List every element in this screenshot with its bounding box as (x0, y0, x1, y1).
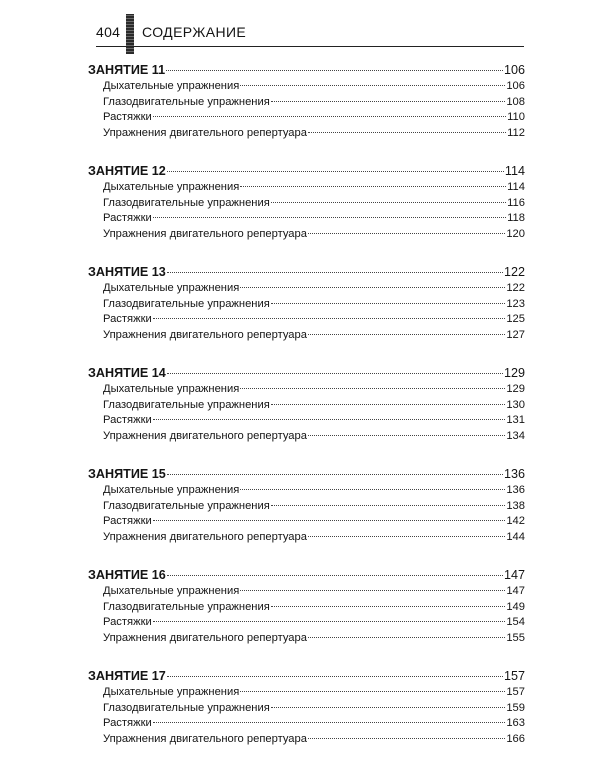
page-ref: 120 (506, 227, 525, 240)
dot-leader (153, 722, 506, 723)
dot-leader (308, 132, 506, 133)
page-ref: 147 (506, 585, 525, 597)
lesson-entry[interactable] (88, 62, 525, 79)
subentry-title: Дыхательные упражнения (103, 181, 240, 193)
page-ref: 116 (507, 196, 525, 209)
subentry-title: Глазодвигательные упражнения (103, 499, 270, 512)
page-ref: 114 (507, 181, 525, 193)
page-ref: 149 (506, 600, 525, 613)
page-ref: 163 (506, 717, 525, 729)
lesson-entry[interactable] (88, 163, 525, 180)
page-ref: 114 (504, 164, 525, 178)
page-ref: 155 (506, 631, 525, 644)
subentry-title: Дыхательные упражнения (103, 686, 240, 698)
subentry-title: Упражнения двигательного репертуара (103, 429, 307, 442)
page-ref: 108 (506, 95, 525, 108)
toc-subentry[interactable] (88, 211, 525, 227)
subentry-title: Глазодвигательные упражнения (103, 701, 270, 714)
dot-leader (308, 334, 505, 335)
page-ref: 136 (503, 467, 525, 481)
dot-leader (271, 606, 506, 607)
lesson-title: ЗАНЯТИЕ 11 (88, 63, 166, 77)
dot-leader (271, 404, 506, 405)
page-ref: 138 (506, 499, 525, 512)
lesson-entry[interactable] (88, 264, 525, 281)
dot-leader (271, 101, 506, 102)
toc-subentry[interactable] (88, 600, 525, 616)
toc-subentry[interactable] (88, 413, 525, 429)
subentry-title: Растяжки (103, 414, 152, 426)
page-ref: 159 (506, 701, 525, 714)
toc-subentry[interactable] (88, 499, 525, 515)
dot-leader (271, 505, 506, 506)
dot-leader (240, 388, 505, 389)
lesson-block (88, 567, 525, 646)
toc-subentry[interactable] (88, 126, 525, 142)
subentry-title: Упражнения двигательного репертуара (103, 328, 307, 341)
toc-subentry[interactable] (88, 685, 525, 701)
page-ref: 106 (506, 80, 525, 92)
dot-leader (167, 373, 503, 374)
lesson-title: ЗАНЯТИЕ 16 (88, 568, 166, 582)
dot-leader (308, 637, 505, 638)
subentry-title: Дыхательные упражнения (103, 484, 240, 496)
lesson-entry[interactable] (88, 365, 525, 382)
toc-subentry[interactable] (88, 732, 525, 748)
subentry-title: Дыхательные упражнения (103, 80, 240, 92)
toc-subentry[interactable] (88, 584, 525, 600)
dot-leader (308, 536, 505, 537)
page-ref: 144 (506, 530, 525, 543)
dot-leader (240, 186, 506, 187)
lesson-entry[interactable] (88, 466, 525, 483)
lesson-block (88, 668, 525, 747)
page-ref: 112 (507, 126, 525, 139)
lesson-block (88, 264, 525, 343)
page-ref: 123 (506, 297, 525, 310)
subentry-title: Растяжки (103, 616, 152, 628)
dot-leader (271, 202, 506, 203)
subentry-title: Упражнения двигательного репертуара (103, 530, 307, 543)
page-ref: 154 (506, 616, 525, 628)
lesson-title: ЗАНЯТИЕ 14 (88, 366, 166, 380)
subentry-title: Глазодвигательные упражнения (103, 95, 270, 108)
page-ref: 134 (506, 429, 525, 442)
lesson-entry[interactable] (88, 567, 525, 584)
subentry-title: Глазодвигательные упражнения (103, 398, 270, 411)
toc-subentry[interactable] (88, 180, 525, 196)
dot-leader (271, 303, 506, 304)
dot-leader (167, 474, 503, 475)
toc-subentry[interactable] (88, 514, 525, 530)
toc-subentry[interactable] (88, 615, 525, 631)
toc-subentry[interactable] (88, 631, 525, 647)
toc-subentry[interactable] (88, 429, 525, 445)
subentry-title: Дыхательные упражнения (103, 383, 240, 395)
toc-subentry[interactable] (88, 398, 525, 414)
toc-subentry[interactable] (88, 227, 525, 243)
page-ref: 106 (503, 63, 525, 77)
dot-leader (308, 738, 505, 739)
toc-subentry[interactable] (88, 196, 525, 212)
subentry-title: Растяжки (103, 313, 152, 325)
subentry-title: Глазодвигательные упражнения (103, 196, 270, 209)
dot-leader (167, 575, 503, 576)
toc-subentry[interactable] (88, 328, 525, 344)
subentry-title: Растяжки (103, 717, 152, 729)
dot-leader (308, 435, 505, 436)
page-ref: 129 (506, 383, 525, 395)
toc-subentry[interactable] (88, 79, 525, 95)
header-marker-bar (126, 14, 134, 54)
toc-subentry[interactable] (88, 312, 525, 328)
page-number: 404 (96, 24, 121, 40)
dot-leader (167, 272, 503, 273)
dot-leader (166, 70, 503, 71)
page-ref: 127 (506, 328, 525, 341)
lesson-entry[interactable] (88, 668, 525, 685)
header-rule (96, 46, 524, 47)
page-ref: 131 (506, 414, 525, 426)
page-ref: 122 (503, 265, 525, 279)
toc-subentry[interactable] (88, 716, 525, 732)
dot-leader (153, 116, 506, 117)
subentry-title: Упражнения двигательного репертуара (103, 631, 307, 644)
page-ref: 129 (503, 366, 525, 380)
toc-subentry[interactable] (88, 382, 525, 398)
subentry-title: Растяжки (103, 212, 152, 224)
subentry-title: Упражнения двигательного репертуара (103, 126, 307, 139)
page-ref: 125 (506, 313, 525, 325)
subentry-title: Растяжки (103, 515, 152, 527)
toc-subentry[interactable] (88, 110, 525, 126)
running-title: СОДЕРЖАНИЕ (142, 24, 247, 40)
lesson-title: ЗАНЯТИЕ 15 (88, 467, 166, 481)
toc-subentry[interactable] (88, 281, 525, 297)
dot-leader (240, 287, 505, 288)
lesson-title: ЗАНЯТИЕ 17 (88, 669, 166, 683)
subentry-title: Растяжки (103, 111, 152, 123)
table-of-contents (88, 62, 525, 769)
dot-leader (308, 233, 505, 234)
lesson-block (88, 466, 525, 545)
page-ref: 110 (507, 111, 525, 123)
dot-leader (240, 590, 505, 591)
subentry-title: Упражнения двигательного репертуара (103, 732, 307, 745)
subentry-title: Упражнения двигательного репертуара (103, 227, 307, 240)
toc-subentry[interactable] (88, 483, 525, 499)
page-header (96, 14, 526, 48)
subentry-title: Глазодвигательные упражнения (103, 297, 270, 310)
subentry-title: Дыхательные упражнения (103, 585, 240, 597)
subentry-title: Дыхательные упражнения (103, 282, 240, 294)
page-ref: 142 (506, 515, 525, 527)
page-ref: 136 (506, 484, 525, 496)
lesson-title: ЗАНЯТИЕ 13 (88, 265, 166, 279)
dot-leader (240, 489, 505, 490)
lesson-title: ЗАНЯТИЕ 12 (88, 164, 166, 178)
page-ref: 166 (506, 732, 525, 745)
toc-subentry[interactable] (88, 530, 525, 546)
page-ref: 118 (507, 212, 525, 224)
toc-subentry[interactable] (88, 95, 525, 111)
dot-leader (153, 520, 506, 521)
page-ref: 130 (506, 398, 525, 411)
dot-leader (240, 85, 505, 86)
dot-leader (153, 318, 506, 319)
toc-subentry[interactable] (88, 297, 525, 313)
dot-leader (167, 171, 504, 172)
page-ref: 157 (506, 686, 525, 698)
page-ref: 157 (503, 669, 525, 683)
lesson-block (88, 365, 525, 444)
lesson-block (88, 163, 525, 242)
dot-leader (153, 419, 506, 420)
dot-leader (167, 676, 503, 677)
subentry-title: Глазодвигательные упражнения (103, 600, 270, 613)
page-ref: 147 (503, 568, 525, 582)
dot-leader (271, 707, 506, 708)
dot-leader (153, 621, 506, 622)
dot-leader (153, 217, 506, 218)
page-ref: 122 (506, 282, 525, 294)
dot-leader (240, 691, 505, 692)
toc-subentry[interactable] (88, 701, 525, 717)
lesson-block (88, 62, 525, 141)
